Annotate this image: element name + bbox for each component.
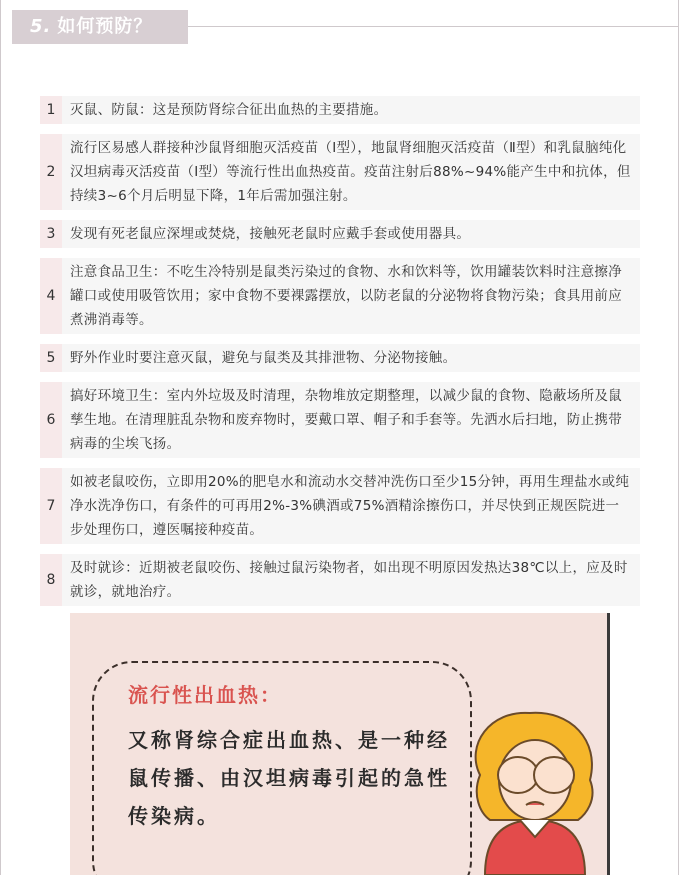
item-text: 如被老鼠咬伤，立即用20%的肥皂水和流动水交替冲洗伤口至少15分钟，再用生理盐水或纯净水洗净伤口，有条件的可再用2%-3%碘酒或75%酒精涂擦伤口，并尽快到正规医院进一步处理伤口，遵医嘱接种疫苗。	[70, 474, 630, 538]
heading-divider	[188, 26, 678, 27]
illustration-body: 又称肾综合症出血热、是一种经鼠传播、由汉坦病毒引起的急性传染病。	[128, 728, 450, 828]
illustration-edge	[607, 613, 610, 875]
item-number: 1	[40, 96, 62, 124]
girl-covering-eyes-icon	[460, 705, 610, 875]
item-number: 7	[40, 468, 62, 544]
section-number: 5.	[30, 16, 52, 37]
item-number: 2	[40, 134, 62, 210]
item-text: 发现有死老鼠应深埋或焚烧，接触死老鼠时应戴手套或使用器具。	[70, 226, 471, 242]
section-title: 如何预防？	[57, 16, 153, 37]
prevention-list	[40, 96, 640, 616]
illustration-title: 流行性出血热：	[128, 683, 282, 707]
item-number: 5	[40, 344, 62, 372]
list-item	[40, 258, 640, 334]
item-text: 流行区易感人群接种沙鼠肾细胞灭活疫苗（Ⅰ型），地鼠肾细胞灭活疫苗（Ⅱ型）和乳鼠脑纯化汉坦病毒灭活疫苗（Ⅰ型）等流行性出血热疫苗。疫苗注射后88%~94%能产生中和抗体，但持续3~6个月后明显下降，1年后需加强注射。	[70, 140, 631, 204]
list-item	[40, 220, 640, 248]
list-item	[40, 382, 640, 458]
item-text: 注意食品卫生：不吃生冷特别是鼠类污染过的食物、水和饮料等，饮用罐装饮料时注意擦净罐口或使用吸管饮用；家中食物不要裸露摆放，以防老鼠的分泌物将食物污染；食具用前应煮沸消毒等。	[70, 264, 622, 328]
item-number: 3	[40, 220, 62, 248]
section-heading	[12, 10, 188, 44]
list-item	[40, 96, 640, 124]
item-number: 4	[40, 258, 62, 334]
list-item	[40, 134, 640, 210]
item-text: 野外作业时要注意灭鼠，避免与鼠类及其排泄物、分泌物接触。	[70, 350, 457, 366]
item-text: 及时就诊：近期被老鼠咬伤、接触过鼠污染物者，如出现不明原因发热达38℃以上，应及时就诊，就地治疗。	[70, 560, 628, 600]
list-item	[40, 344, 640, 372]
illustration-card	[70, 613, 610, 875]
item-text: 搞好环境卫生：室内外垃圾及时清理，杂物堆放定期整理，以减少鼠的食物、隐蔽场所及鼠孳生地。在清理脏乱杂物和废弃物时，要戴口罩、帽子和手套等。先洒水后扫地，防止携带病毒的尘埃飞扬。	[70, 388, 622, 452]
list-item	[40, 554, 640, 606]
item-number: 8	[40, 554, 62, 606]
list-item	[40, 468, 640, 544]
item-number: 6	[40, 382, 62, 458]
item-text: 灭鼠、防鼠：这是预防肾综合征出血热的主要措施。	[70, 102, 388, 118]
